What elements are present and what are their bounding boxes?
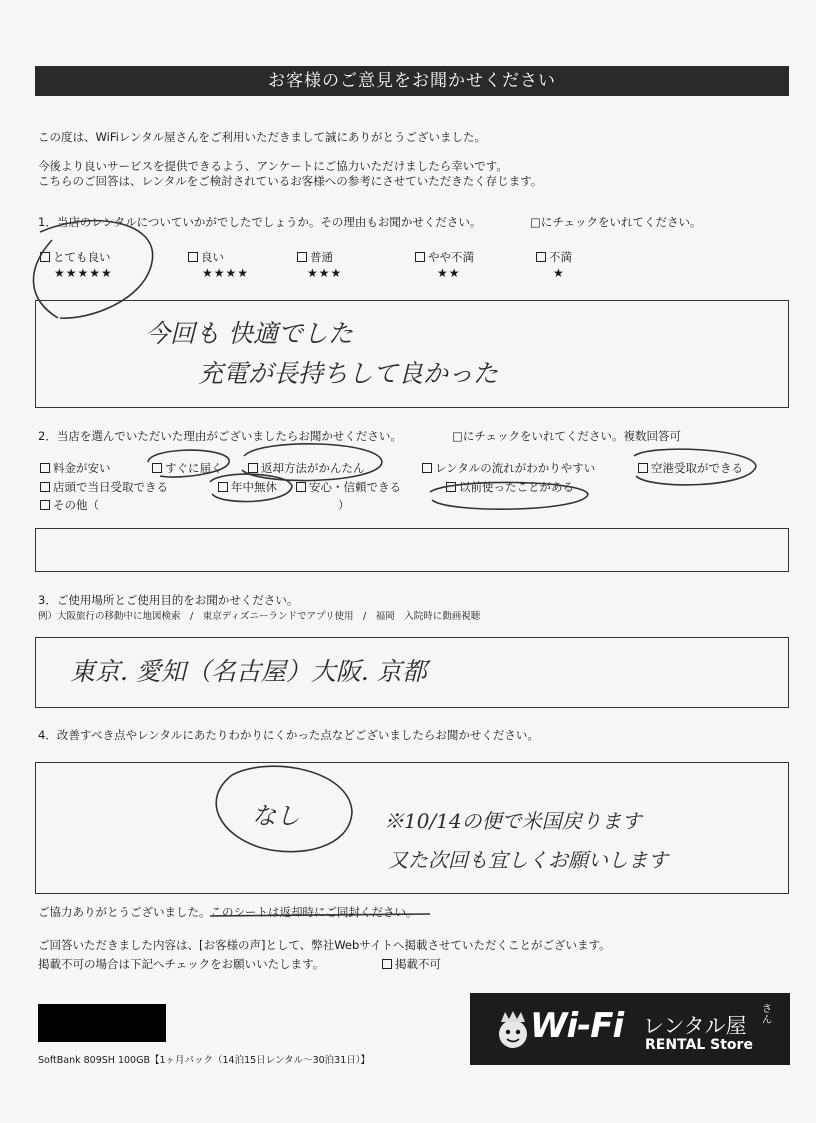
- q4-question: 4．改善すべき点やレンタルにあたりわかりにくかった点などございましたらお聞かせください。: [38, 728, 539, 742]
- stars-3: ★★★: [307, 266, 343, 280]
- option-label: 不満: [549, 250, 572, 264]
- q4-answer-line2: 又た次回も宜しくお願いします: [388, 848, 668, 872]
- circle-mark: [33, 221, 152, 318]
- q3-answer: 東京. 愛知（名古屋）大阪. 京都: [70, 657, 427, 686]
- q1-answer-line2: 充電が長持ちして良かった: [198, 359, 499, 388]
- q3-question: 3．ご使用場所とご使用目的をお聞かせください。: [38, 593, 299, 607]
- logo-san-text: さん: [762, 1004, 772, 1026]
- option-label: すぐに届く: [165, 461, 223, 475]
- option-label: 店頭で当日受取できる: [53, 480, 168, 494]
- logo-jp-text: レンタル屋: [643, 1014, 747, 1038]
- stars-2: ★★: [437, 266, 461, 280]
- option-label: レンタルの流れがわかりやすい: [435, 461, 596, 475]
- option-label: 掲載不可: [395, 957, 441, 971]
- q2-question: 2．当店を選んでいただいた理由がございましたらお聞かせください。: [38, 429, 402, 443]
- circle-mark: [216, 766, 352, 851]
- circle-mark: [634, 449, 756, 485]
- intro-usage: こちらのご回答は、レンタルをご検討されているお客様への参考にさせていただきたく存じます。: [38, 174, 543, 188]
- option-label: 年中無休: [231, 480, 277, 494]
- option-label: 普通: [310, 250, 333, 264]
- circle-mark: [430, 482, 588, 509]
- logo-wifi-text: Wi-Fi: [530, 1006, 624, 1046]
- option-label: とても良い: [53, 250, 111, 264]
- underline-mark: [210, 914, 430, 916]
- q1-instruction: □にチェックをいれてください。: [530, 215, 702, 229]
- option-label: その他（: [53, 498, 99, 512]
- page-title: お客様のご意見をお聞かせください: [35, 66, 789, 96]
- logo-en-text: RENTAL Store: [645, 1037, 753, 1053]
- intro-thanks: この度は、WiFiレンタル屋さんをご利用いただきまして誠にありがとうございました。: [38, 130, 487, 144]
- circle-mark: [210, 474, 292, 501]
- q1-question: 1．当店のレンタルについていかがでしたでしょうか。その理由もお聞かせください。: [38, 215, 482, 229]
- option-label: 以前使ったことがある: [459, 480, 574, 494]
- plan-info: SoftBank 809SH 100GB【1ヶ月パック（14泊15日レンタル～30泊31日）】: [38, 1055, 370, 1066]
- publish-notice: ご回答いただきました内容は、[お客様の声]として、弊社Webサイトへ掲載させていただくことがございます。: [38, 938, 611, 952]
- stars-4: ★★★★: [202, 266, 250, 280]
- option-label: やや不満: [428, 250, 474, 264]
- return-instruction: このシートは返却時にご同封ください。: [210, 905, 418, 919]
- option-label: 空港受取ができる: [651, 461, 743, 475]
- option-label: 返却方法がかんたん: [261, 461, 365, 475]
- option-label: 安心・信頼できる: [309, 480, 401, 494]
- q2-instruction: □にチェックをいれてください。複数回答可: [452, 429, 682, 443]
- thanks-text: ご協力ありがとうございました。: [38, 905, 211, 919]
- stars-5: ★★★★★: [54, 266, 113, 280]
- q2-other-close: ）: [338, 498, 350, 512]
- q4-answer-line1: ※10/14の便で米国戻ります: [384, 809, 642, 833]
- option-label: 良い: [201, 250, 224, 264]
- q4-answer-main: なし: [252, 802, 300, 830]
- intro-request: 今後より良いサービスを提供できるよう、アンケートにご協力いただけましたら幸いです。: [38, 159, 508, 173]
- circle-mark: [148, 450, 229, 477]
- publish-optout-note: 掲載不可の場合は下記へチェックをお願いいたします。: [38, 957, 325, 971]
- option-label: 料金が安い: [53, 461, 111, 475]
- q1-answer-line1: 今回も 快適でした: [145, 319, 353, 348]
- q3-examples: 例）大阪旅行の移動中に地図検索 / 東京ディズニーランドでアプリ使用 / 福岡 入院時に動画視聴: [38, 611, 481, 622]
- stars-1: ★: [553, 266, 565, 280]
